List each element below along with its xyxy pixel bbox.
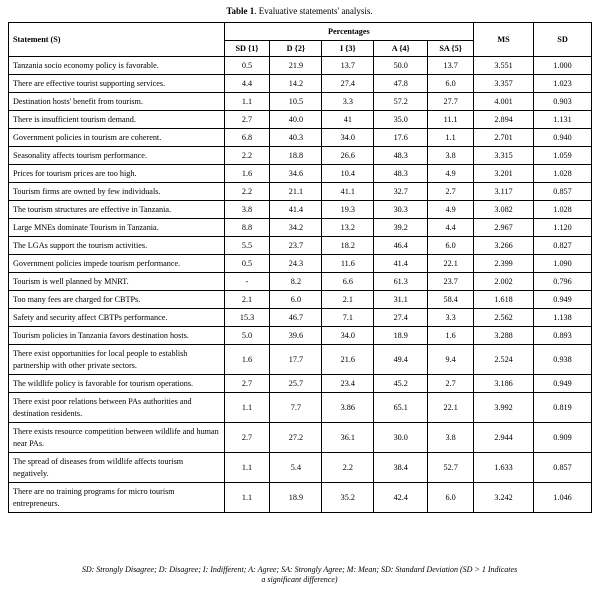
indifferent-cell: 7.1 (322, 309, 374, 327)
mean-score-cell: 3.186 (474, 375, 534, 393)
strongly-disagree-cell: 2.7 (224, 111, 270, 129)
table-row (9, 327, 592, 345)
table-row (9, 93, 592, 111)
disagree-cell: 21.9 (270, 57, 322, 75)
mean-score-cell: 1.618 (474, 291, 534, 309)
table-row (9, 129, 592, 147)
mean-score-cell: 3.201 (474, 165, 534, 183)
statement-cell: There are effective tourist supporting services. (9, 75, 225, 93)
standard-deviation-cell: 0.909 (534, 423, 592, 453)
strongly-agree-cell: 1.6 (428, 327, 474, 345)
strongly-agree-cell: 22.1 (428, 393, 474, 423)
table-row (9, 291, 592, 309)
mean-score-cell: 2.562 (474, 309, 534, 327)
table-footnote (0, 565, 599, 585)
table-row (9, 201, 592, 219)
statement-cell: There are no training programs for micro tourism entrepreneurs. (9, 483, 225, 513)
footnote-line-2: a significant difference) (261, 575, 338, 584)
table-row (9, 57, 592, 75)
disagree-cell: 41.4 (270, 201, 322, 219)
disagree-cell: 39.6 (270, 327, 322, 345)
agree-cell: 30.0 (374, 423, 428, 453)
statement-cell: Seasonality affects tourism performance. (9, 147, 225, 165)
standard-deviation-cell: 1.059 (534, 147, 592, 165)
indifferent-cell: 23.4 (322, 375, 374, 393)
statement-cell: There exist opportunities for local people to establish partnership with other private sectors. (9, 345, 225, 375)
statement-cell: Tourism policies in Tanzania favors destination hosts. (9, 327, 225, 345)
statement-cell: The wildlife policy is favorable for tourism operations. (9, 375, 225, 393)
standard-deviation-cell: 1.090 (534, 255, 592, 273)
disagree-cell: 27.2 (270, 423, 322, 453)
table-row (9, 255, 592, 273)
strongly-agree-cell: 4.4 (428, 219, 474, 237)
strongly-agree-cell: 1.1 (428, 129, 474, 147)
table-row (9, 345, 592, 375)
mean-score-cell: 2.944 (474, 423, 534, 453)
statement-cell: Prices for tourism prices are too high. (9, 165, 225, 183)
mean-score-cell: 2.894 (474, 111, 534, 129)
mean-score-cell: 3.266 (474, 237, 534, 255)
statement-cell: There exists resource competition between wildlife and human near PAs. (9, 423, 225, 453)
agree-cell: 48.3 (374, 165, 428, 183)
table-row (9, 453, 592, 483)
header-disagree: D {2} (270, 41, 322, 57)
agree-cell: 49.4 (374, 345, 428, 375)
strongly-disagree-cell: 1.1 (224, 393, 270, 423)
mean-score-cell: 3.357 (474, 75, 534, 93)
indifferent-cell: 11.6 (322, 255, 374, 273)
standard-deviation-cell: 1.028 (534, 201, 592, 219)
standard-deviation-cell: 1.028 (534, 165, 592, 183)
header-standard-deviation: SD (534, 23, 592, 57)
statement-cell: Tanzania socio economy policy is favorable. (9, 57, 225, 75)
agree-cell: 39.2 (374, 219, 428, 237)
statement-cell: Government policies in tourism are coherent. (9, 129, 225, 147)
statement-cell: There is insufficient tourism demand. (9, 111, 225, 129)
strongly-agree-cell: 9.4 (428, 345, 474, 375)
table-body (9, 57, 592, 513)
disagree-cell: 6.0 (270, 291, 322, 309)
statement-cell: Too many fees are charged for CBTPs. (9, 291, 225, 309)
strongly-agree-cell: 3.3 (428, 309, 474, 327)
strongly-agree-cell: 27.7 (428, 93, 474, 111)
standard-deviation-cell: 1.023 (534, 75, 592, 93)
table-row (9, 165, 592, 183)
strongly-agree-cell: 11.1 (428, 111, 474, 129)
caption-text: . Evaluative statements' analysis. (254, 6, 373, 16)
agree-cell: 57.2 (374, 93, 428, 111)
statement-cell: Safety and security affect CBTPs performance. (9, 309, 225, 327)
agree-cell: 61.3 (374, 273, 428, 291)
strongly-agree-cell: 4.9 (428, 201, 474, 219)
indifferent-cell: 3.3 (322, 93, 374, 111)
strongly-agree-cell: 23.7 (428, 273, 474, 291)
mean-score-cell: 3.992 (474, 393, 534, 423)
table-row (9, 111, 592, 129)
standard-deviation-cell: 1.046 (534, 483, 592, 513)
standard-deviation-cell: 0.827 (534, 237, 592, 255)
strongly-disagree-cell: 5.5 (224, 237, 270, 255)
standard-deviation-cell: 1.000 (534, 57, 592, 75)
strongly-disagree-cell: 2.2 (224, 147, 270, 165)
disagree-cell: 46.7 (270, 309, 322, 327)
disagree-cell: 24.3 (270, 255, 322, 273)
strongly-disagree-cell: 5.0 (224, 327, 270, 345)
header-agree: A {4} (374, 41, 428, 57)
mean-score-cell: 3.082 (474, 201, 534, 219)
strongly-disagree-cell: 1.1 (224, 483, 270, 513)
table-row (9, 273, 592, 291)
strongly-disagree-cell: 0.5 (224, 255, 270, 273)
disagree-cell: 17.7 (270, 345, 322, 375)
indifferent-cell: 21.6 (322, 345, 374, 375)
indifferent-cell: 41.1 (322, 183, 374, 201)
indifferent-cell: 41 (322, 111, 374, 129)
statement-cell: The LGAs support the tourism activities. (9, 237, 225, 255)
disagree-cell: 18.8 (270, 147, 322, 165)
agree-cell: 18.9 (374, 327, 428, 345)
strongly-disagree-cell: - (224, 273, 270, 291)
disagree-cell: 34.6 (270, 165, 322, 183)
mean-score-cell: 3.242 (474, 483, 534, 513)
standard-deviation-cell: 0.857 (534, 453, 592, 483)
table-row (9, 375, 592, 393)
strongly-agree-cell: 2.7 (428, 183, 474, 201)
indifferent-cell: 19.3 (322, 201, 374, 219)
agree-cell: 38.4 (374, 453, 428, 483)
disagree-cell: 10.5 (270, 93, 322, 111)
table-row (9, 483, 592, 513)
indifferent-cell: 36.1 (322, 423, 374, 453)
agree-cell: 32.7 (374, 183, 428, 201)
table-row (9, 423, 592, 453)
statement-cell: Tourism is well planned by MNRT. (9, 273, 225, 291)
strongly-disagree-cell: 4.4 (224, 75, 270, 93)
table-row (9, 147, 592, 165)
agree-cell: 42.4 (374, 483, 428, 513)
disagree-cell: 21.1 (270, 183, 322, 201)
standard-deviation-cell: 0.949 (534, 291, 592, 309)
mean-score-cell: 3.551 (474, 57, 534, 75)
statement-cell: Destination hosts' benefit from tourism. (9, 93, 225, 111)
strongly-disagree-cell: 2.1 (224, 291, 270, 309)
disagree-cell: 7.7 (270, 393, 322, 423)
standard-deviation-cell: 1.120 (534, 219, 592, 237)
mean-score-cell: 2.967 (474, 219, 534, 237)
disagree-cell: 18.9 (270, 483, 322, 513)
header-strongly-disagree: SD {1} (224, 41, 270, 57)
evaluative-statements-table (8, 22, 592, 513)
indifferent-cell: 26.6 (322, 147, 374, 165)
statement-cell: Tourism firms are owned by few individuals. (9, 183, 225, 201)
strongly-agree-cell: 6.0 (428, 75, 474, 93)
strongly-disagree-cell: 1.6 (224, 345, 270, 375)
indifferent-cell: 18.2 (322, 237, 374, 255)
strongly-agree-cell: 6.0 (428, 237, 474, 255)
strongly-agree-cell: 4.9 (428, 165, 474, 183)
indifferent-cell: 13.2 (322, 219, 374, 237)
mean-score-cell: 2.524 (474, 345, 534, 375)
indifferent-cell: 10.4 (322, 165, 374, 183)
standard-deviation-cell: 0.903 (534, 93, 592, 111)
strongly-disagree-cell: 0.5 (224, 57, 270, 75)
statement-cell: The tourism structures are effective in Tanzania. (9, 201, 225, 219)
indifferent-cell: 34.0 (322, 327, 374, 345)
agree-cell: 50.0 (374, 57, 428, 75)
table-row (9, 237, 592, 255)
mean-score-cell: 1.633 (474, 453, 534, 483)
standard-deviation-cell: 0.857 (534, 183, 592, 201)
table-row (9, 75, 592, 93)
standard-deviation-cell: 0.940 (534, 129, 592, 147)
standard-deviation-cell: 0.938 (534, 345, 592, 375)
agree-cell: 41.4 (374, 255, 428, 273)
strongly-disagree-cell: 1.6 (224, 165, 270, 183)
header-row-top (9, 23, 592, 41)
strongly-disagree-cell: 2.2 (224, 183, 270, 201)
indifferent-cell: 2.2 (322, 453, 374, 483)
standard-deviation-cell: 1.138 (534, 309, 592, 327)
indifferent-cell: 2.1 (322, 291, 374, 309)
mean-score-cell: 2.399 (474, 255, 534, 273)
indifferent-cell: 34.0 (322, 129, 374, 147)
disagree-cell: 25.7 (270, 375, 322, 393)
statement-cell: Government policies impede tourism performance. (9, 255, 225, 273)
strongly-agree-cell: 6.0 (428, 483, 474, 513)
strongly-agree-cell: 52.7 (428, 453, 474, 483)
strongly-agree-cell: 3.8 (428, 147, 474, 165)
table-caption (0, 6, 599, 16)
agree-cell: 65.1 (374, 393, 428, 423)
table-row (9, 309, 592, 327)
standard-deviation-cell: 0.796 (534, 273, 592, 291)
mean-score-cell: 3.117 (474, 183, 534, 201)
strongly-disagree-cell: 3.8 (224, 201, 270, 219)
table-row (9, 393, 592, 423)
disagree-cell: 40.3 (270, 129, 322, 147)
strongly-disagree-cell: 1.1 (224, 93, 270, 111)
indifferent-cell: 35.2 (322, 483, 374, 513)
strongly-agree-cell: 22.1 (428, 255, 474, 273)
mean-score-cell: 3.288 (474, 327, 534, 345)
standard-deviation-cell: 0.819 (534, 393, 592, 423)
agree-cell: 48.3 (374, 147, 428, 165)
agree-cell: 45.2 (374, 375, 428, 393)
agree-cell: 47.8 (374, 75, 428, 93)
strongly-disagree-cell: 2.7 (224, 375, 270, 393)
header-statement: Statement (S) (9, 23, 225, 57)
table-row (9, 183, 592, 201)
disagree-cell: 40.0 (270, 111, 322, 129)
disagree-cell: 8.2 (270, 273, 322, 291)
indifferent-cell: 3.86 (322, 393, 374, 423)
table-row (9, 219, 592, 237)
agree-cell: 27.4 (374, 309, 428, 327)
caption-label: Table 1 (226, 6, 255, 16)
strongly-agree-cell: 58.4 (428, 291, 474, 309)
mean-score-cell: 3.315 (474, 147, 534, 165)
mean-score-cell: 2.701 (474, 129, 534, 147)
strongly-disagree-cell: 15.3 (224, 309, 270, 327)
strongly-agree-cell: 3.8 (428, 423, 474, 453)
disagree-cell: 14.2 (270, 75, 322, 93)
disagree-cell: 34.2 (270, 219, 322, 237)
strongly-disagree-cell: 1.1 (224, 453, 270, 483)
standard-deviation-cell: 0.949 (534, 375, 592, 393)
agree-cell: 17.6 (374, 129, 428, 147)
strongly-agree-cell: 2.7 (428, 375, 474, 393)
agree-cell: 46.4 (374, 237, 428, 255)
header-indifferent: I {3} (322, 41, 374, 57)
indifferent-cell: 13.7 (322, 57, 374, 75)
standard-deviation-cell: 0.893 (534, 327, 592, 345)
agree-cell: 35.0 (374, 111, 428, 129)
mean-score-cell: 2.002 (474, 273, 534, 291)
statement-cell: Large MNEs dominate Tourism in Tanzania. (9, 219, 225, 237)
disagree-cell: 23.7 (270, 237, 322, 255)
statement-cell: The spread of diseases from wildlife affects tourism negatively. (9, 453, 225, 483)
disagree-cell: 5.4 (270, 453, 322, 483)
standard-deviation-cell: 1.131 (534, 111, 592, 129)
footnote-line-1: SD: Strongly Disagree; D: Disagree; I: Indifferent; A: Agree; SA: Strongly Agree; M: Mean; SD: Standard Deviation (SD > 1 Indicates (81, 565, 518, 574)
strongly-agree-cell: 13.7 (428, 57, 474, 75)
statement-cell: There exist poor relations between PAs authorities and destination residents. (9, 393, 225, 423)
header-mean-score: MS (474, 23, 534, 57)
header-strongly-agree: SA {5} (428, 41, 474, 57)
agree-cell: 30.3 (374, 201, 428, 219)
strongly-disagree-cell: 2.7 (224, 423, 270, 453)
strongly-disagree-cell: 6.8 (224, 129, 270, 147)
agree-cell: 31.1 (374, 291, 428, 309)
indifferent-cell: 6.6 (322, 273, 374, 291)
indifferent-cell: 27.4 (322, 75, 374, 93)
strongly-disagree-cell: 8.8 (224, 219, 270, 237)
header-percentages: Percentages (224, 23, 474, 41)
mean-score-cell: 4.001 (474, 93, 534, 111)
